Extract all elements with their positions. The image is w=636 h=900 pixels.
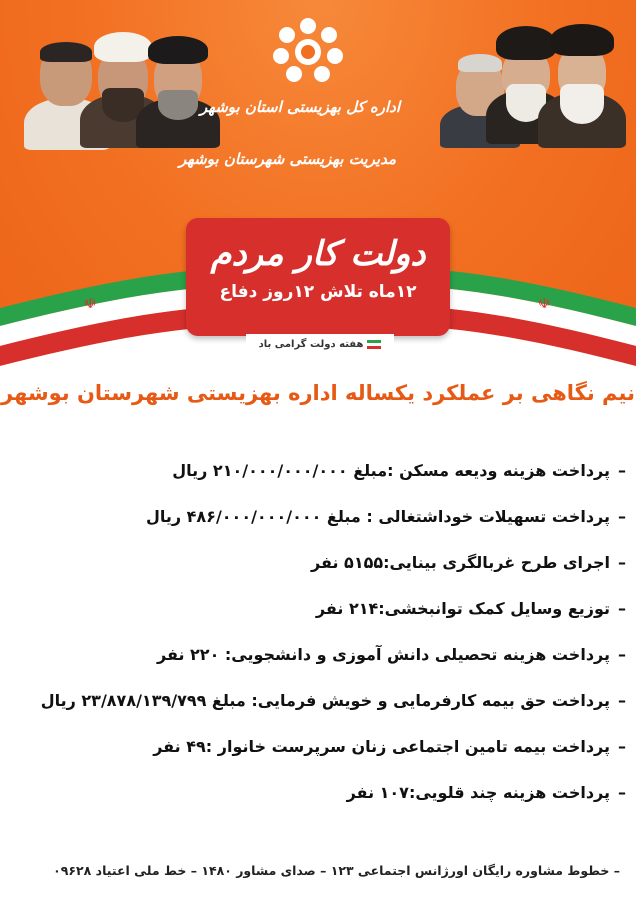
- slogan-card: [186, 218, 450, 336]
- week-badge-label: هفته دولت گرامی باد: [258, 339, 364, 350]
- flag-emblem-left-icon: ☫: [84, 296, 97, 312]
- list-item: [10, 596, 626, 642]
- list-item-text: توزیع وسایل کمک توانبخشی:۲۱۴ نفر: [315, 599, 610, 618]
- org-line-province: اداره کل بهزیستی استان بوشهر: [200, 98, 400, 116]
- dash: –: [618, 507, 626, 526]
- list-item-text: پرداخت هزینه تحصیلی دانش آموزی و دانشجویی: ۲۲۰ نفر: [156, 645, 610, 664]
- list-item: [10, 780, 626, 826]
- mini-flag-icon: [367, 340, 381, 349]
- list-item-text: پرداخت هزینه چند قلویی:۱۰۷ نفر: [346, 783, 610, 802]
- dash: –: [618, 553, 626, 572]
- flag-emblem-right-icon: ☫: [538, 296, 551, 312]
- slogan-subtitle: ۱۲ماه تلاش ۱۲روز دفاع: [219, 282, 417, 302]
- behzisti-logo-icon: [272, 16, 344, 88]
- org-line-county: مدیریت بهزیستی شهرستان بوشهر: [178, 150, 396, 168]
- dash: –: [618, 737, 626, 756]
- dash: –: [618, 599, 626, 618]
- list-item: [10, 688, 626, 734]
- list-item-text: پرداخت بیمه تامین اجتماعی زنان سرپرست خانوار :۴۹ نفر: [153, 737, 610, 756]
- list-item-text: پرداخت تسهیلات خوداشتغالی : مبلغ ۴۸۶/۰۰۰/۰۰۰/۰۰۰ ریال: [145, 507, 610, 526]
- dash: –: [618, 645, 626, 664]
- list-item: [10, 458, 626, 504]
- page-title: نیم نگاهی بر عملکرد یکساله اداره بهزیستی شهرستان بوشهر: [1, 381, 635, 405]
- list-item: [10, 550, 626, 596]
- week-badge: [246, 334, 394, 356]
- footer-hotlines: – خطوط مشاوره رایگان اورژانس اجتماعی ۱۲۳ – صدای مشاور ۱۴۸۰ – خط ملی اعتیاد ۰۹۶۲۸: [53, 863, 620, 878]
- dash: –: [618, 461, 626, 480]
- dash: –: [618, 783, 626, 802]
- stats-list: [10, 458, 626, 826]
- list-item: [10, 734, 626, 780]
- list-item: [10, 504, 626, 550]
- portrait-left-3: [136, 34, 220, 148]
- list-item-text: پرداخت هزینه ودیعه مسکن :مبلغ ۲۱۰/۰۰۰/۰۰۰/۰۰۰ ریال: [172, 461, 610, 480]
- dash: –: [618, 691, 626, 710]
- portrait-right-3: [538, 22, 626, 148]
- list-item-text: پرداخت حق بیمه کارفرمایی و خویش فرمایی: مبلغ ۲۳/۸۷۸/۱۳۹/۷۹۹ ریال: [40, 691, 610, 710]
- header-banner: [0, 0, 636, 372]
- list-item: [10, 642, 626, 688]
- slogan-title: دولت کار مردم: [210, 234, 426, 274]
- list-item-text: اجرای طرح غربالگری بینایی:۵۱۵۵ نفر: [311, 553, 610, 572]
